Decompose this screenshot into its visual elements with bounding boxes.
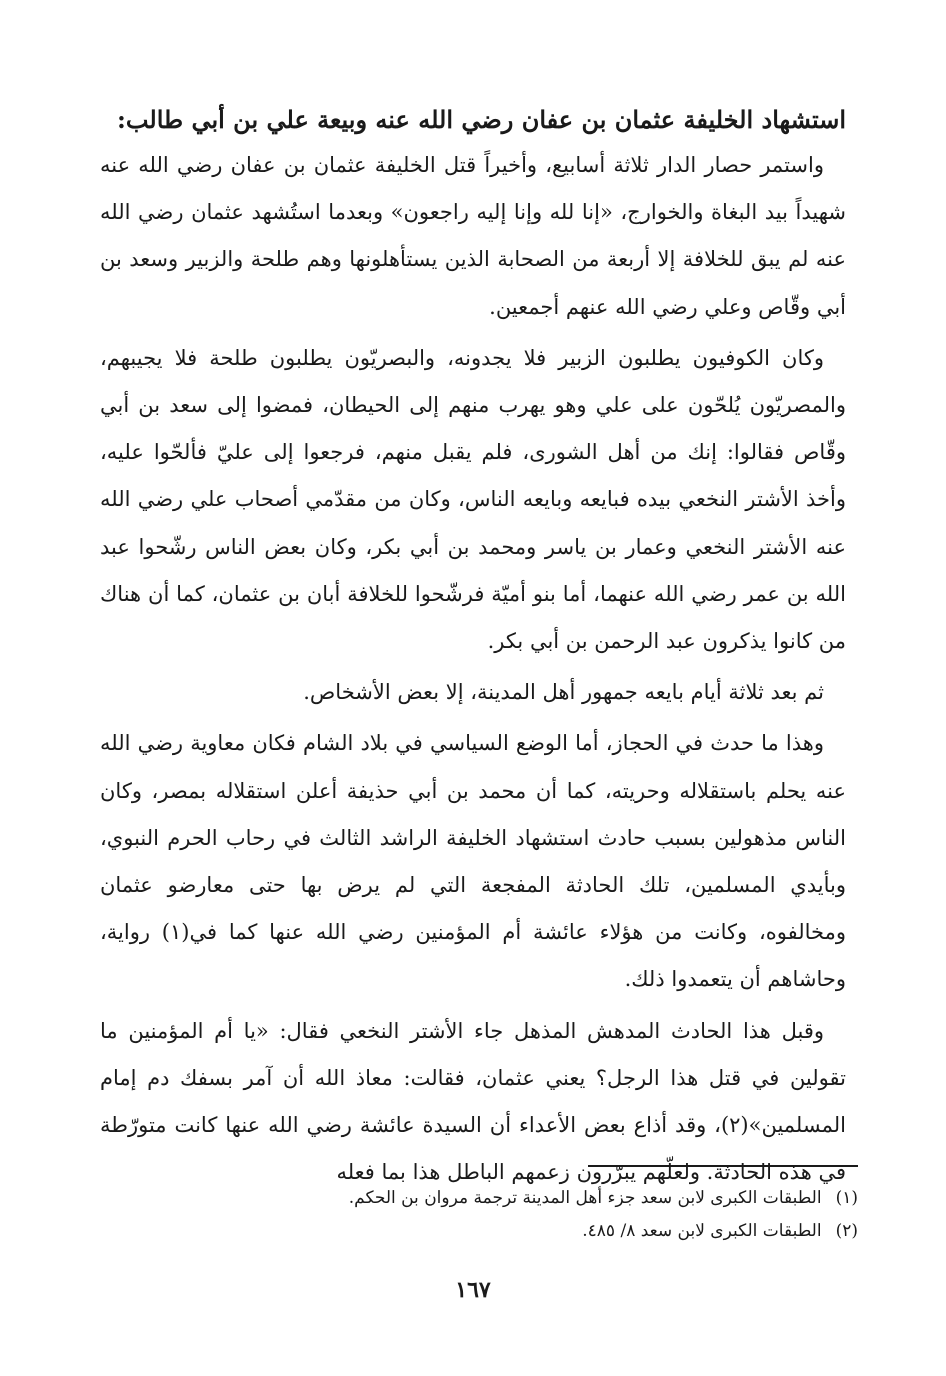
footnote-1 bbox=[98, 1182, 858, 1215]
footnote-divider bbox=[588, 1165, 858, 1167]
footnote-1-text: الطبقات الكبرى لابن سعد جزء أهل المدينة ترجمة مروان بن الحكم. bbox=[348, 1188, 822, 1208]
section-heading: استشهاد الخليفة عثمان بن عفان رضي الله عنه وبيعة علي بن أبي طالب: bbox=[116, 105, 846, 134]
paragraph-3: ثم بعد ثلاثة أيام بايعه جمهور أهل المدينة، إلا بعض الأشخاص. bbox=[303, 680, 824, 705]
footnote-2-number: (٢) bbox=[835, 1221, 858, 1241]
page-number: ١٦٧ bbox=[455, 1277, 491, 1303]
footnotes bbox=[98, 1182, 858, 1248]
paragraph-2: وكان الكوفيون يطلبون الزبير فلا يجدونه، والبصريّون يطلبون طلحة فلا يجيبهم، والمصريّون يُلحّون على علي وهو يهرب منهم إلى الحيطان، فمضوا إلى سعد بن أبي وقّاص فقالوا: إنك من أهل الشورى، فلم يقبل منهم، فرجعوا إلى عليّ فألحّوا عليه، وأخذ الأشتر النخعي بيده فبايعه وبايعه الناس، وكان من مقدّمي أصحاب علي رضي الله عنه الأشتر النخعي وعمار بن ياسر ومحمد بن أبي بكر، وكان بعض الناس رشّحوا عبد الله بن عمر رضي الله عنهما، أما بنو أميّة فرشّحوا للخلافة أبان بن عثمان، كما أن هناك من كانوا يذكرون عبد الرحمن بن أبي بكر. bbox=[100, 345, 846, 654]
footnote-2 bbox=[98, 1215, 858, 1248]
footnote-2-text: الطبقات الكبرى لابن سعد ٨/ ٤٨٥. bbox=[582, 1221, 822, 1241]
paragraph-1: واستمر حصار الدار ثلاثة أسابيع، وأخيراً قتل الخليفة عثمان بن عفان رضي الله عنه شهيداً بيد البغاة والخوارج، «إنا لله وإنا إليه راجعون» وبعدما استُشهد عثمان رضي الله عنه لم يبق للخلافة إلا أربعة من الصحابة الذين يستأهلونها وهم طلحة والزبير وسعد بن أبي وقّاص وعلي رضي الله عنهم أجمعين. bbox=[100, 153, 846, 319]
page-body bbox=[100, 100, 846, 1196]
footnote-1-number: (١) bbox=[835, 1188, 858, 1208]
paragraph-4: وهذا ما حدث في الحجاز، أما الوضع السياسي في بلاد الشام فكان معاوية رضي الله عنه يحلم باستقلاله وحريته، كما أن محمد بن أبي حذيفة أعلن استقلاله بمصر، وكان الناس مذهولين بسبب حادث استشهاد الخليفة الراشد الثالث في رحاب الحرم النبوي، وبأيدي المسلمين، تلك الحادثة المفجعة التي لم يرض بها حتى معارضو عثمان ومخالفوه، وكانت من هؤلاء عائشة أم المؤمنين رضي الله عنها كما في(١) رواية، وحاشاهم أن يتعمدوا ذلك. bbox=[100, 731, 846, 992]
paragraph-5: وقبل هذا الحادث المدهش المذهل جاء الأشتر النخعي فقال: «يا أم المؤمنين ما تقولين في قتل هذا الرجل؟ يعني عثمان، فقالت: معاذ الله أن آمر بسفك دم إمام المسلمين»(٢)، وقد أذاع بعض الأعداء أن السيدة عائشة رضي الله عنها كانت متورّطة في هذه الحادثة. ولعلّهم يبرّرون زعمهم الباطل هذا بما فعله bbox=[100, 1018, 846, 1185]
